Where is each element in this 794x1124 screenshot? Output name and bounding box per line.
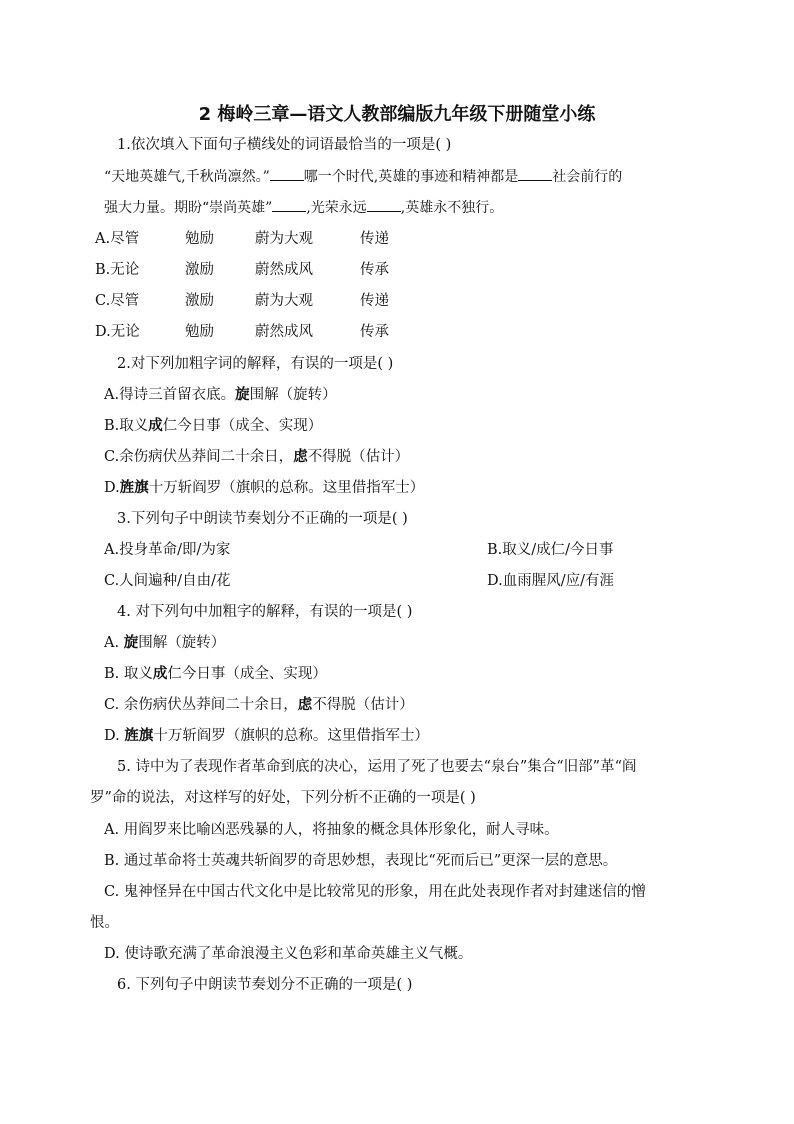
question-5-option-c-line-1: C. 鬼神怪异在中国古代文化中是比较常见的形象，用在此处表现作者对封建迷信的憎: [104, 884, 646, 900]
question-6-stem: 6. 下列句子中朗读节奏划分不正确的一项是( ): [117, 977, 413, 993]
passage-text: ,英雄永不独行。: [400, 200, 504, 216]
question-5-stem-line-2: 罗”命的说法，对这样写的好处，下列分析不正确的一项是( ): [90, 790, 476, 806]
question-2-option-b: B.取义成仁今日事（成全、实现）: [104, 417, 323, 434]
bold-word: 旋: [123, 634, 139, 651]
bold-word: 虑: [297, 696, 313, 713]
fill-blank: [272, 197, 306, 212]
option-word-1: 勉励: [185, 324, 214, 340]
option-word-3: 传递: [360, 293, 389, 309]
question-4-stem: 4. 对下列句中加粗字的解释，有误的一项是( ): [117, 604, 413, 620]
question-3-option-b: B.取义/成仁/今日事: [487, 542, 614, 558]
bold-word: 成: [148, 417, 163, 434]
question-5-stem-line-1: 5. 诗中为了表现作者革命到底的决心，运用了死了也要去“泉台”集合“旧部”革“阎: [117, 759, 637, 775]
option-word-1: 勉励: [185, 231, 214, 247]
question-2-option-d: D.旌旗十万斩阎罗（旗帜的总称。这里借指军士）: [104, 479, 425, 496]
question-3-stem: 3.下列句子中朗读节奏划分不正确的一项是( ): [117, 511, 408, 527]
option-word-3: 传承: [360, 324, 389, 340]
passage-text: 哪一个时代,英雄的事迹和精神都是: [303, 169, 519, 185]
question-1-option-a: [95, 229, 389, 249]
page-title: 2 梅岭三章—语文人教部编版九年级下册随堂小练: [198, 104, 596, 125]
bold-word: 虑: [293, 448, 308, 465]
option-word-2: 蔚然成风: [255, 324, 313, 340]
question-4-option-d: D. 旌旗十万斩阎罗（旗帜的总称。这里借指军士）: [104, 727, 429, 744]
question-1-passage-line-2: [104, 197, 503, 218]
option-word-2: 蔚然成风: [255, 262, 313, 278]
option-word-2: 蔚为大观: [255, 231, 313, 247]
bold-word: 旋: [235, 386, 250, 403]
question-2-option-c: C.余伤病伏丛莽间二十余日，虑不得脱（估计）: [104, 448, 410, 465]
question-3-option-d: D.血雨腥风/应/有涯: [487, 573, 614, 589]
question-2-option-a: A.得诗三首留衣底。旋围解（旋转）: [104, 386, 337, 403]
option-label: B.无论: [95, 262, 140, 278]
passage-text: ,光荣永远: [306, 200, 367, 216]
question-5-option-c-line-2: 恨。: [90, 915, 119, 931]
question-1-passage-line-1: [104, 166, 622, 187]
bold-word: 旌旗: [119, 479, 149, 496]
fill-blank: [367, 197, 401, 212]
option-label: C.尽管: [95, 293, 140, 309]
passage-text: 强大力量。期盼“崇尚英雄”: [104, 200, 273, 216]
option-word-2: 蔚为大观: [255, 293, 313, 309]
option-word-3: 传承: [360, 262, 389, 278]
passage-text: 社会前行的: [552, 169, 623, 185]
option-word-3: 传递: [360, 231, 389, 247]
option-word-1: 激励: [185, 262, 214, 278]
question-1-option-b: [95, 260, 389, 280]
passage-text: “天地英雄气,千秋尚凛然。”: [104, 169, 270, 185]
question-4-option-b: B. 取义成仁今日事（成全、实现）: [104, 665, 327, 682]
fill-blank: [270, 166, 304, 181]
question-1-option-c: [95, 291, 389, 311]
question-1-stem: 1.依次填入下面句子横线处的词语最恰当的一项是( ): [117, 137, 452, 153]
question-1-option-d: [95, 322, 389, 342]
question-3-option-a: A.投身革命/即/为家: [104, 542, 231, 558]
question-5-option-d: D. 使诗歌充满了革命浪漫主义色彩和革命英雄主义气概。: [104, 946, 473, 962]
question-5-option-b: B. 通过革命将士英魂共斩阎罗的奇思妙想，表现比“死而后已”更深一层的意思。: [104, 853, 618, 869]
option-label: D.无论: [95, 324, 140, 340]
option-word-1: 激励: [185, 293, 214, 309]
question-4-option-c: C. 余伤病伏丛莽间二十余日，虑不得脱（估计）: [104, 696, 414, 713]
bold-word: 旌旗: [124, 727, 154, 744]
question-4-option-a: A. 旋围解（旋转）: [104, 634, 226, 651]
bold-word: 成: [152, 665, 168, 682]
question-3-option-c: C.人间遍种/自由/花: [104, 573, 231, 589]
question-5-option-a: A. 用阎罗来比喻凶恶残暴的人，将抽象的概念具体形象化，耐人寻味。: [104, 822, 559, 838]
option-label: A.尽管: [95, 231, 140, 247]
fill-blank: [518, 166, 552, 181]
question-2-stem: 2.对下列加粗字词的解释，有误的一项是( ): [117, 356, 394, 372]
